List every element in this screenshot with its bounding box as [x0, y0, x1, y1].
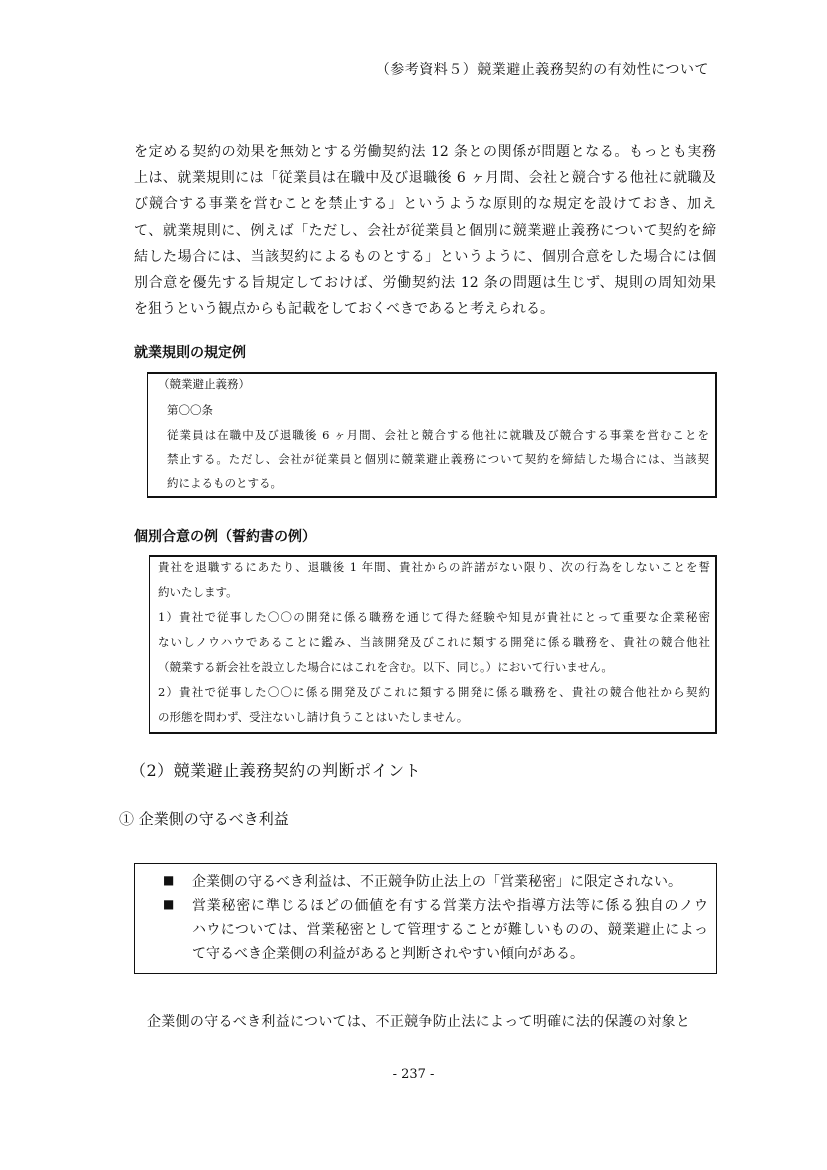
rule-line: 禁止する。ただし、会社が従業員と個別に競業避止義務について契約を締結した場合には、当該契 [167, 452, 709, 466]
body-line: を定める契約の効果を無効とする労働契約法 12 条との関係が問題となる。もっとも実務 [134, 144, 716, 160]
body-paragraph [134, 139, 716, 322]
oath-line: 2）貴社で従事した〇〇に係る開発及びこれに類する開発に係る職務を、貴社の競合他社から契約 [158, 685, 710, 699]
rule-article-number: 第〇〇条 [167, 403, 213, 417]
oath-line: （競業する新会社を設立した場合にはこれを含む。以下、同じ。）において行いません。 [158, 660, 613, 674]
body-line: て、就業規則に、例えば「ただし、会社が従業員と個別に競業避止義務について契約を締 [134, 222, 716, 239]
body-line: び競合する事業を営むことを禁止する」というような原則的な規定を設けておき、加え [134, 196, 716, 213]
summary-bullet-line: ハウについては、営業秘密として管理することが難しいものの、競業避止によっ [192, 922, 708, 938]
body-line: 別合意を優先する旨規定しておけば、労働契約法 12 条の問題は生じず、規則の周知効果 [134, 275, 716, 292]
oath-line: 1）貴社で従事した〇〇の開発に係る職務を通じて得た経験や知見が貴社にとって重要な企業秘密 [158, 610, 710, 624]
section-title: （2）競業避止義務契約の判断ポイント [130, 761, 422, 780]
square-bullet-icon: ■ [163, 873, 175, 887]
summary-box [134, 863, 717, 974]
page-number: - 237 - [392, 1067, 435, 1082]
subsection-title: ① 企業側の守るべき利益 [119, 810, 289, 828]
closing-paragraph: 企業側の守るべき利益については、不正競争防止法によって明確に法的保護の対象と [147, 1014, 691, 1030]
summary-bullet-line: 営業秘密に準じるほどの価値を有する営業方法や指導方法等に係る独自のノウ [192, 898, 708, 914]
rule-line: 約によるものとする。 [167, 476, 282, 490]
oath-line: 約いたします。 [158, 585, 238, 599]
rule-caption: （競業避止義務） [158, 377, 250, 391]
body-line: を狙うという観点からも記載をしておくべきであると考えられる。 [134, 301, 554, 318]
summary-bullet-line: て守るべき企業側の利益があると判断されやすい傾向がある。 [192, 946, 584, 962]
oath-line: 貴社を退職するにあたり、退職後 1 年間、貴社からの許諾がない限り、次の行為をしないことを誓 [158, 560, 710, 574]
body-line: 上は、就業規則には「従業員は在職中及び退職後 6 ヶ月間、会社と競合する他社に就職及 [134, 170, 716, 187]
summary-bullet-line: 企業側の守るべき利益は、不正競争防止法上の「営業秘密」に限定されない。 [192, 874, 682, 890]
square-bullet-icon: ■ [163, 897, 175, 911]
rule-line: 従業員は在職中及び退職後 6 ヶ月間、会社と競合する他社に就職及び競合する事業を営むことを [167, 428, 709, 442]
document-header: （参考資料５）競業避止義務契約の有効性について [375, 62, 709, 78]
rule-example-heading: 就業規則の規定例 [134, 345, 246, 361]
oath-line: の形態を問わず、受注ないし請け負うことはいたしません。 [158, 710, 469, 724]
oath-line: ないしノウハウであることに鑑み、当該開発及びこれに類する開発に係る職務を、貴社の競合他社 [158, 635, 710, 649]
body-line: 結した場合には、当該契約によるものとする」というように、個別合意をした場合には個 [134, 248, 716, 265]
oath-example-box [149, 555, 717, 734]
oath-example-heading: 個別合意の例（誓約書の例） [134, 529, 316, 545]
rule-example-box [147, 372, 717, 498]
